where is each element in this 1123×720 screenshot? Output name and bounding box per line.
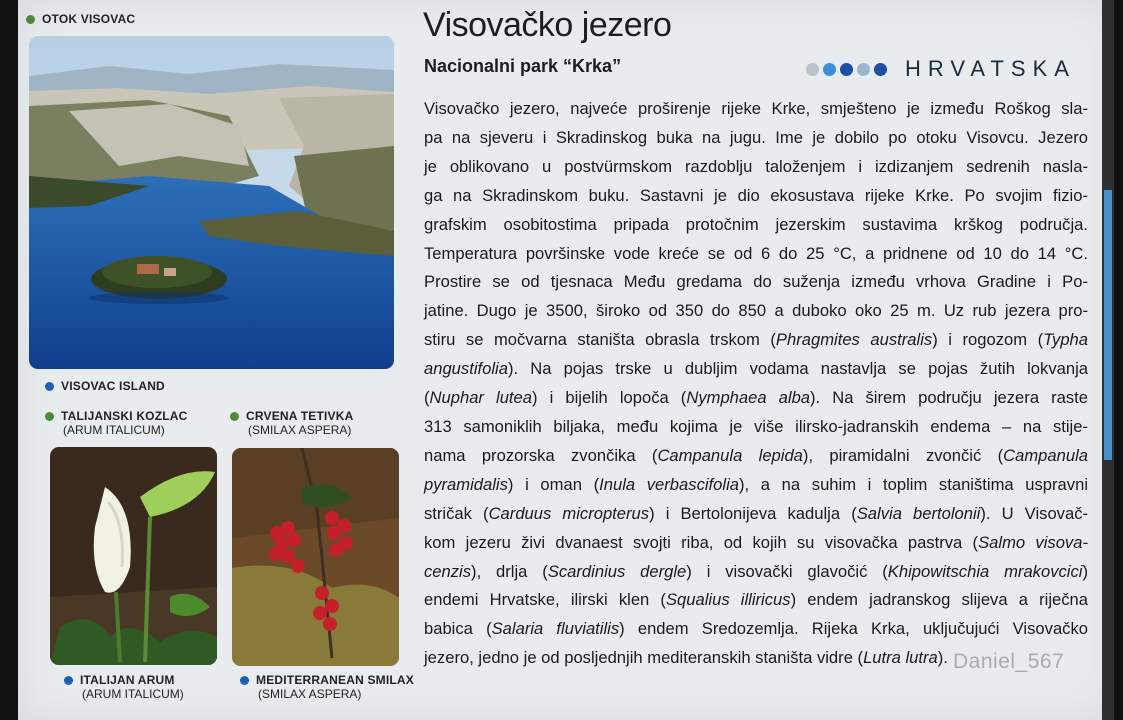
species-name: Nymphaea alba xyxy=(686,388,811,408)
species-name: Scardinius dergle xyxy=(547,561,687,581)
species-name: Salvia bertolonii xyxy=(856,503,981,523)
body-line: angustifolia). Na pojas trske u dubljim vodama nastavlja se pojas žutih lokvanja xyxy=(424,359,1088,379)
caption-talijanski-kozlac: TALIJANSKI KOZLAC (ARUM ITALICUM) xyxy=(45,409,188,437)
body-line: pa na sjeveru i Skradinskog buka na jugu. Ime je dobilo po otoku Visovcu. Jezero xyxy=(424,127,1088,147)
species-name: Typha xyxy=(1043,330,1089,350)
green-dot-icon xyxy=(26,15,35,24)
board-frame-edge xyxy=(1102,0,1114,720)
body-line: ga na Skradinskom buku. Sastavni je dio ekosustava rijeke Krke. Po svojim fizio- xyxy=(424,185,1088,205)
species-name: pyramidalis xyxy=(424,474,508,494)
body-line: stričak (Carduus micropterus) i Bertolonijeva kadulja (Salvia bertolonii). U Visovač- xyxy=(424,503,1089,523)
decorative-dot xyxy=(840,63,853,76)
decorative-dot xyxy=(823,63,836,76)
decorative-dot xyxy=(806,63,819,76)
country-label xyxy=(806,56,1076,82)
species-name: Campanula xyxy=(1003,445,1089,465)
caption-italijan-arum: ITALIJAN ARUM (ARUM ITALICUM) xyxy=(64,673,184,701)
body-line: Temperatura površinske vode kreće se od 6 do 25 °C, a pridnene od 10 do 14 °C. xyxy=(424,243,1088,263)
country-name: HRVATSKA xyxy=(905,56,1076,81)
species-name: Salmo visova- xyxy=(978,532,1088,552)
species-name: Salaria fluviatilis xyxy=(491,619,620,639)
blue-dot-icon xyxy=(64,676,73,685)
visovac-island-photo xyxy=(29,36,394,369)
body-line: kom jezeru živi dvanaest svojti riba, od kojih su visovačka pastrva (Salmo visova- xyxy=(424,532,1088,552)
species-name: Nuphar lutea xyxy=(429,388,533,408)
species-name: cenzis xyxy=(424,561,472,581)
decorative-dot xyxy=(857,63,870,76)
blue-dot-icon xyxy=(45,382,54,391)
body-line: pyramidalis) i oman (Inula verbascifolia), a na suhim i toplim staništima uspravni xyxy=(424,474,1089,494)
blue-dot-icon xyxy=(240,676,249,685)
species-name: Khipowitschia mrakovcici xyxy=(887,561,1083,581)
body-line: Prostire se od tjesnaca Među gredama do suženja između vrhova Gradine i Po- xyxy=(424,272,1088,292)
green-dot-icon xyxy=(230,412,239,421)
species-name: Lutra lutra xyxy=(863,648,938,668)
arum-italicum-photo xyxy=(50,447,217,665)
body-line: (Nuphar lutea) i bijelih lopoča (Nymphaea alba). Na širem području jezera raste xyxy=(424,388,1088,408)
body-line: nama prozorska zvončika (Campanula lepida), piramidalni zvončić (Campanula xyxy=(424,445,1089,465)
caption-crvena-tetivka: CRVENA TETIVKA (SMILAX ASPERA) xyxy=(230,409,353,437)
body-line: jezero, jedno je od posljednjih mediteranskih staništa vidre (Lutra lutra). xyxy=(424,648,948,668)
body-text xyxy=(424,95,1088,673)
body-line: Visovačko jezero, najveće proširenje rijeke Krke, smješteno je između Roškog sla- xyxy=(424,99,1088,118)
body-line: babica (Salaria fluviatilis) endem Sredozemlja. Rijeka Krka, uključujući Visovačko xyxy=(424,619,1088,639)
species-name: Inula verbascifolia xyxy=(599,474,739,494)
page-title: Visovačko jezero xyxy=(423,6,672,44)
green-dot-icon xyxy=(45,412,54,421)
species-name: Campanula lepida xyxy=(657,445,803,465)
species-name: Phragmites australis xyxy=(775,330,933,350)
body-line: je oblikovano u postvürmskom razdoblju taloženjem i izdizanjem sedrenih nasla- xyxy=(424,156,1088,176)
body-line: 313 samoniklih biljaka, među kojima je više ilirsko-jadranskih endema – na stije- xyxy=(424,416,1088,436)
species-name: Carduus micropterus xyxy=(488,503,650,523)
smilax-aspera-photo xyxy=(232,448,399,666)
caption-otok-visovac: OTOK VISOVAC xyxy=(26,12,135,26)
caption-visovac-island: VISOVAC ISLAND xyxy=(45,379,165,393)
watermark: Daniel_567 xyxy=(953,650,1065,673)
body-line: stiru se močvarna staništa obrasla trskom (Phragmites australis) i rogozom (Typha xyxy=(424,330,1089,350)
species-name: Squalius illiricus xyxy=(665,590,791,610)
decorative-dots xyxy=(806,63,891,76)
caption-mediterranean-smilax: MEDITERRANEAN SMILAX (SMILAX ASPERA) xyxy=(240,673,414,701)
body-line: endemi Hrvatske, ilirski klen (Squalius illiricus) endem jadranskog slijeva a riječna xyxy=(424,590,1089,610)
body-line: grafskim osobitostima pripada protočnim jezerskim sustavima krškog područja. xyxy=(424,214,1088,234)
decorative-dot xyxy=(874,63,887,76)
body-line: jatine. Dugo je 3500, široko od 350 do 850 a duboko oko 25 m. Uz rub jezera pro- xyxy=(424,301,1088,321)
species-name: angustifolia xyxy=(424,359,508,379)
body-line: cenzis), drlja (Scardinius dergle) i visovački glavočić (Khipowitschia mrakovcici) xyxy=(424,561,1089,581)
page-subtitle: Nacionalni park “Krka” xyxy=(424,56,622,76)
